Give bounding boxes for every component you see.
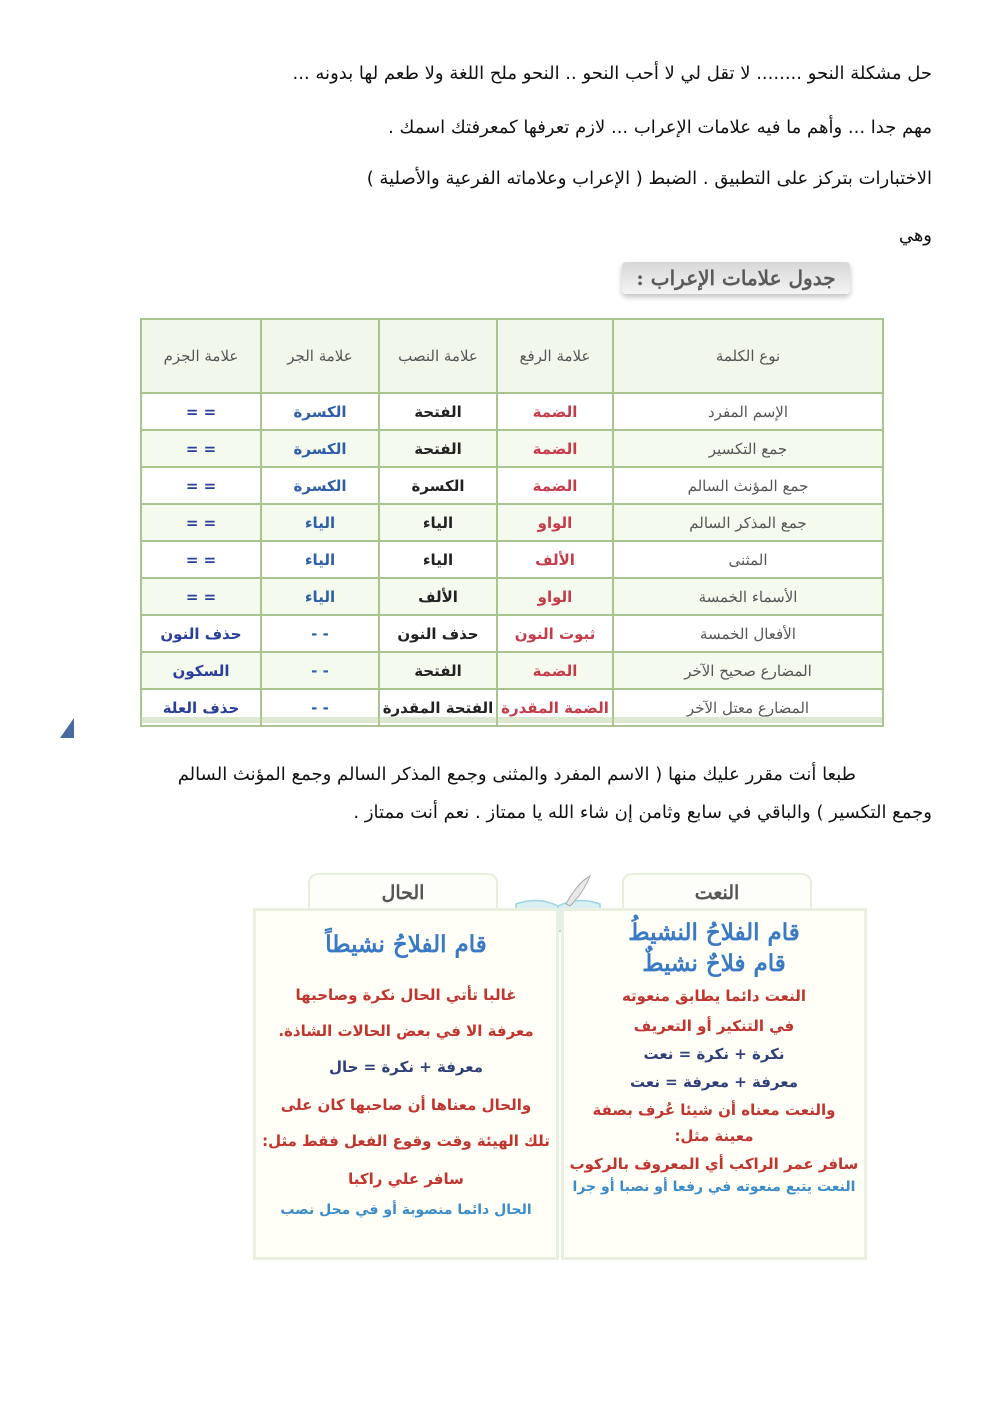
header-word-type: نوع الكلمة [613, 319, 883, 393]
cell-raf: الواو [497, 578, 613, 615]
naat-formula-2: معرفة + معرفة = نعت [629, 1073, 798, 1091]
table-title: جدول علامات الإعراب : [622, 262, 850, 294]
cell-jar: - - [261, 615, 379, 652]
irab-table-container [140, 318, 882, 727]
cell-jazm: السكون [141, 652, 261, 689]
cell-nasb: الفتحة [379, 393, 497, 430]
naat-example-2: قام فلاحٌ نشيطٌ [642, 950, 786, 977]
intro-paragraph-4: وهي [898, 225, 932, 246]
hal-rule-2: معرفة الا في بعض الحالات الشاذة. [278, 1022, 534, 1040]
cell-nasb: الياء [379, 541, 497, 578]
cell-jar: الياء [261, 504, 379, 541]
cell-jazm: حذف النون [141, 615, 261, 652]
cell-jazm: = = [141, 541, 261, 578]
cell-kind: جمع المذكر السالم [613, 504, 883, 541]
naat-meaning-2: معينة مثل: [674, 1127, 754, 1145]
tab-naat: النعت [622, 873, 812, 911]
table-header-row [141, 319, 883, 393]
hal-meaning-1: والحال معناها أن صاحبها كان على [280, 1096, 532, 1114]
cell-jazm: = = [141, 504, 261, 541]
table-row [141, 652, 883, 689]
table-row [141, 541, 883, 578]
cell-jazm: = = [141, 430, 261, 467]
hal-note: الحال دائما منصوبة أو في محل نصب [280, 1202, 532, 1218]
cell-raf: الألف [497, 541, 613, 578]
naat-formula-1: نكرة + نكرة = نعت [643, 1045, 785, 1063]
hal-formula: معرفة + نكرة = حال [328, 1058, 484, 1076]
table-row [141, 430, 883, 467]
cell-nasb: الفتحة [379, 430, 497, 467]
cell-jar: - - [261, 652, 379, 689]
cell-jar: - - [261, 689, 379, 726]
hal-rule-1: غالبا تأتي الحال نكرة وصاحبها [295, 986, 517, 1004]
hal-card [253, 908, 559, 1260]
cell-raf: ثبوت النون [497, 615, 613, 652]
header-jazm: علامة الجزم [141, 319, 261, 393]
table-row [141, 578, 883, 615]
table-row [141, 615, 883, 652]
hal-sentence: سافر علي راكبا [348, 1170, 464, 1188]
cell-jar: الكسرة [261, 430, 379, 467]
after-paragraph-1: طبعا أنت مقرر عليك منها ( الاسم المفرد والمثنى وجمع المذكر السالم وجمع المؤنث السالم [177, 764, 856, 785]
naat-meaning-1: والنعت معناه أن شيئا عُرف بصفة [592, 1101, 836, 1119]
header-nasb: علامة النصب [379, 319, 497, 393]
table-row [141, 393, 883, 430]
cell-raf: الضمة [497, 652, 613, 689]
hal-meaning-2: تلك الهيئة وقت وقوع الفعل فقط مثل: [262, 1132, 550, 1150]
table-row [141, 504, 883, 541]
irab-table [140, 318, 884, 727]
cell-kind: الأفعال الخمسة [613, 615, 883, 652]
table-footer-strip [140, 717, 882, 723]
table-row [141, 467, 883, 504]
cell-jazm: = = [141, 467, 261, 504]
cell-raf: الواو [497, 504, 613, 541]
cell-jazm: = = [141, 578, 261, 615]
cell-raf: الضمة [497, 467, 613, 504]
cell-nasb: الفتحة [379, 652, 497, 689]
cell-nasb: الفتحة المقدرة [379, 689, 497, 726]
naat-example-1: قام الفلاحُ النشيطُ [628, 919, 800, 946]
tab-hal: الحال [308, 873, 498, 911]
naat-rule-1: النعت دائما يطابق منعوته [621, 987, 807, 1005]
naat-rule-2: في التنكير أو التعريف [633, 1017, 795, 1035]
cell-jazm: حذف العلة [141, 689, 261, 726]
cell-nasb: حذف النون [379, 615, 497, 652]
cell-jar: الياء [261, 541, 379, 578]
cell-raf: الضمة المقدرة [497, 689, 613, 726]
cell-raf: الضمة [497, 393, 613, 430]
cell-kind: المثنى [613, 541, 883, 578]
naat-note: النعت يتبع منعوته في رفعا أو نصبا أو جرا [572, 1179, 856, 1195]
cell-jar: الكسرة [261, 393, 379, 430]
corner-triangle-icon [60, 718, 74, 738]
cell-nasb: الياء [379, 504, 497, 541]
cell-kind: المضارع معتل الآخر [613, 689, 883, 726]
cell-kind: جمع التكسير [613, 430, 883, 467]
header-raf: علامة الرفع [497, 319, 613, 393]
cell-kind: الإسم المفرد [613, 393, 883, 430]
hal-example: قام الفلاحُ نشيطاً [325, 931, 487, 958]
after-paragraph-2: وجمع التكسير ) والباقي في سابع وثامن إن شاء الله يا ممتاز . نعم أنت ممتاز . [353, 802, 932, 823]
intro-paragraph-2: مهم جدا ... وأهم ما فيه علامات الإعراب ... لازم تعرفها كمعرفتك اسمك . [388, 117, 932, 138]
cell-kind: الأسماء الخمسة [613, 578, 883, 615]
cell-jar: الياء [261, 578, 379, 615]
naat-card [561, 908, 867, 1260]
cell-jazm: = = [141, 393, 261, 430]
cell-jar: الكسرة [261, 467, 379, 504]
cell-kind: المضارع صحيح الآخر [613, 652, 883, 689]
cell-nasb: الألف [379, 578, 497, 615]
cell-kind: جمع المؤنث السالم [613, 467, 883, 504]
intro-paragraph-3: الاختبارات بتركز على التطبيق . الضبط ( الإعراب وعلاماته الفرعية والأصلية ) [366, 168, 932, 189]
header-jar: علامة الجر [261, 319, 379, 393]
cell-nasb: الكسرة [379, 467, 497, 504]
cell-raf: الضمة [497, 430, 613, 467]
intro-paragraph-1: حل مشكلة النحو ........ لا تقل لي لا أحب النحو .. النحو ملح اللغة ولا طعم لها بدونه ... [292, 63, 932, 84]
naat-sentence: سافر عمر الراكب أي المعروف بالركوب [569, 1155, 859, 1173]
